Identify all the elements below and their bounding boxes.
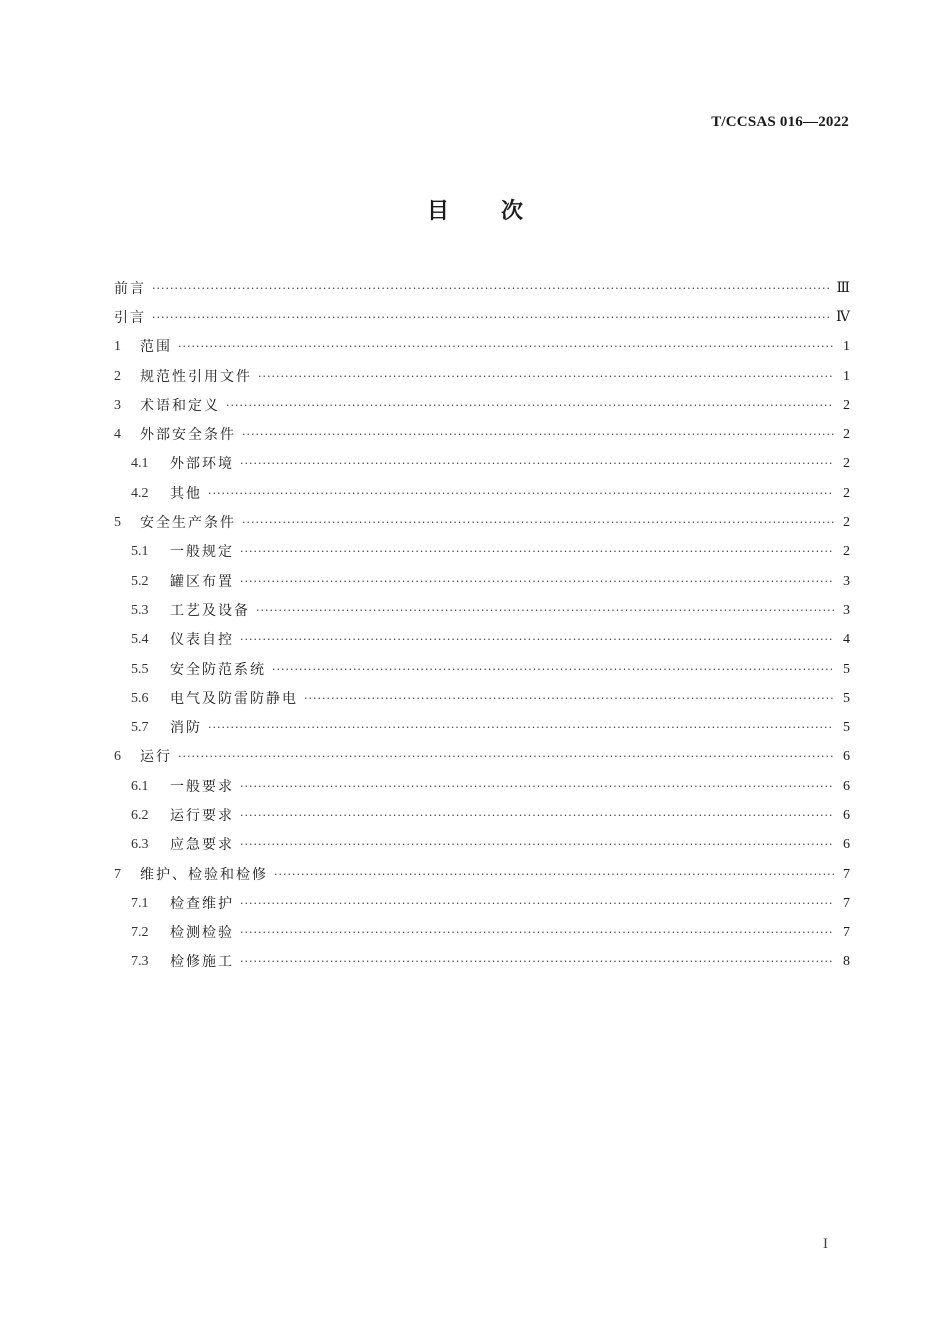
toc-dot-leader: [226, 396, 834, 416]
toc-entry[interactable]: [114, 684, 850, 713]
toc-entry-title: 检修施工: [170, 954, 234, 971]
toc-entry-page: 6: [843, 749, 850, 765]
toc-entry-number: 5.2: [131, 573, 149, 589]
toc-entry-page: 8: [843, 954, 850, 970]
toc-entry-number: 5.1: [131, 544, 149, 560]
toc-entry[interactable]: [114, 508, 850, 537]
toc-entry-page: 7: [843, 895, 850, 911]
toc-entry-page: 5: [843, 690, 850, 706]
toc-entry-title: 外部安全条件: [140, 427, 236, 444]
toc-entry-page: 2: [843, 456, 850, 472]
toc-entry-title: 引言: [114, 309, 146, 326]
toc-dot-leader: [274, 865, 834, 885]
toc-dot-leader: [240, 454, 834, 474]
page-title: 目次: [426, 199, 575, 224]
toc-entry[interactable]: [114, 626, 850, 655]
toc-entry-title: 消防: [170, 720, 202, 737]
toc-entry[interactable]: [114, 743, 850, 772]
toc-dot-leader: [240, 806, 834, 826]
toc-entry-page: 4: [843, 632, 850, 648]
toc-dot-leader: [240, 777, 834, 797]
toc-entry-title: 运行要求: [170, 807, 234, 824]
toc-entry[interactable]: [114, 420, 850, 449]
toc-dot-leader: [242, 425, 834, 445]
toc-dot-leader: [240, 894, 834, 914]
toc-entry-number: 3: [114, 397, 121, 413]
toc-entry[interactable]: [114, 801, 850, 830]
toc-entry[interactable]: [114, 948, 850, 977]
toc-entry-title: 一般要求: [170, 778, 234, 795]
toc-entry[interactable]: [114, 303, 850, 332]
toc-entry-number: 5.6: [131, 690, 149, 706]
toc-dot-leader: [256, 601, 834, 621]
toc-entry-page: Ⅲ: [836, 280, 850, 296]
toc-entry-title: 检测检验: [170, 925, 234, 942]
toc-entry-page: 6: [843, 778, 850, 794]
toc-dot-leader: [240, 835, 834, 855]
toc-entry-number: 6.2: [131, 807, 149, 823]
toc-entry-number: 1: [114, 339, 121, 355]
toc-entry-number: 7.1: [131, 895, 149, 911]
toc-entry[interactable]: [114, 860, 850, 889]
toc-entry-title: 范围: [140, 339, 172, 356]
toc-entry[interactable]: [114, 713, 850, 742]
toc-entry[interactable]: [114, 919, 850, 948]
toc-entry-number: 4.1: [131, 456, 149, 472]
toc-entry-number: 5: [114, 515, 121, 531]
toc-dot-leader: [240, 952, 834, 972]
toc-entry-number: 6: [114, 749, 121, 765]
toc-entry[interactable]: [114, 450, 850, 479]
toc-entry-title: 仪表自控: [170, 632, 234, 649]
toc-dot-leader: [258, 367, 834, 387]
toc-dot-leader: [152, 308, 830, 328]
toc-entry-title: 其他: [170, 485, 202, 502]
toc-entry[interactable]: [114, 831, 850, 860]
toc-entry-number: 7: [114, 866, 121, 882]
toc-entry-title: 一般规定: [170, 544, 234, 561]
toc-entry-title: 检查维护: [170, 895, 234, 912]
toc-entry-page: 2: [843, 397, 850, 413]
toc-entry-title: 外部环境: [170, 456, 234, 473]
toc-entry-title: 安全生产条件: [140, 515, 236, 532]
toc-dot-leader: [240, 572, 834, 592]
toc-entry[interactable]: [114, 538, 850, 567]
toc-entry-title: 运行: [140, 749, 172, 766]
toc-entry-number: 5.3: [131, 602, 149, 618]
toc-dot-leader: [240, 630, 834, 650]
toc-entry-title: 规范性引用文件: [140, 368, 252, 385]
toc-entry[interactable]: [114, 362, 850, 391]
toc-entry[interactable]: [114, 479, 850, 508]
toc-entry-number: 5.7: [131, 720, 149, 736]
toc-dot-leader: [152, 279, 830, 299]
toc-entry-page: 1: [843, 368, 850, 384]
toc-entry-title: 前言: [114, 280, 146, 297]
toc-entry-page: 3: [843, 573, 850, 589]
toc-entry-page: 2: [843, 515, 850, 531]
toc-entry-page: 7: [843, 866, 850, 882]
toc-entry-number: 4.2: [131, 485, 149, 501]
toc-entry[interactable]: [114, 333, 850, 362]
toc-entry-page: 5: [843, 661, 850, 677]
toc-entry-number: 5.4: [131, 632, 149, 648]
toc-entry-title: 安全防范系统: [170, 661, 266, 678]
toc-entry[interactable]: [114, 889, 850, 918]
toc-entry-page: 3: [843, 602, 850, 618]
toc-entry-page: 5: [843, 720, 850, 736]
toc-entry-page: 7: [843, 925, 850, 941]
toc-entry-number: 6.3: [131, 837, 149, 853]
standard-code: T/CCSAS 016—2022: [711, 114, 849, 130]
toc-entry-title: 维护、检验和检修: [140, 866, 268, 883]
toc-entry[interactable]: [114, 274, 850, 303]
toc-dot-leader: [272, 660, 834, 680]
toc-dot-leader: [178, 747, 834, 767]
toc-entry-page: 1: [843, 339, 850, 355]
toc-entry-title: 应急要求: [170, 837, 234, 854]
toc-entry-title: 罐区布置: [170, 573, 234, 590]
toc-dot-leader: [304, 689, 834, 709]
toc-entry-title: 电气及防雷防静电: [170, 690, 298, 707]
toc-entry-page: 2: [843, 427, 850, 443]
footer-page-number: I: [823, 1236, 828, 1252]
toc-entry-title: 术语和定义: [140, 397, 220, 414]
toc-entry[interactable]: [114, 655, 850, 684]
toc-dot-leader: [208, 484, 834, 504]
toc-entry[interactable]: [114, 567, 850, 596]
toc-dot-leader: [240, 542, 834, 562]
toc-entry-page: Ⅳ: [836, 309, 850, 325]
toc-entry[interactable]: [114, 772, 850, 801]
toc-entry-number: 7.2: [131, 925, 149, 941]
toc-entry-page: 2: [843, 544, 850, 560]
toc-entry-number: 2: [114, 368, 121, 384]
toc-entry-title: 工艺及设备: [170, 602, 250, 619]
table-of-contents: [114, 274, 850, 977]
toc-dot-leader: [242, 513, 834, 533]
toc-entry-page: 6: [843, 807, 850, 823]
toc-entry[interactable]: [114, 391, 850, 420]
toc-entry-page: 2: [843, 485, 850, 501]
toc-dot-leader: [178, 337, 834, 357]
toc-dot-leader: [208, 718, 834, 738]
toc-entry-number: 4: [114, 427, 121, 443]
toc-entry-number: 7.3: [131, 954, 149, 970]
toc-entry-page: 6: [843, 837, 850, 853]
toc-entry-number: 6.1: [131, 778, 149, 794]
toc-dot-leader: [240, 923, 834, 943]
toc-entry-number: 5.5: [131, 661, 149, 677]
toc-entry[interactable]: [114, 596, 850, 625]
